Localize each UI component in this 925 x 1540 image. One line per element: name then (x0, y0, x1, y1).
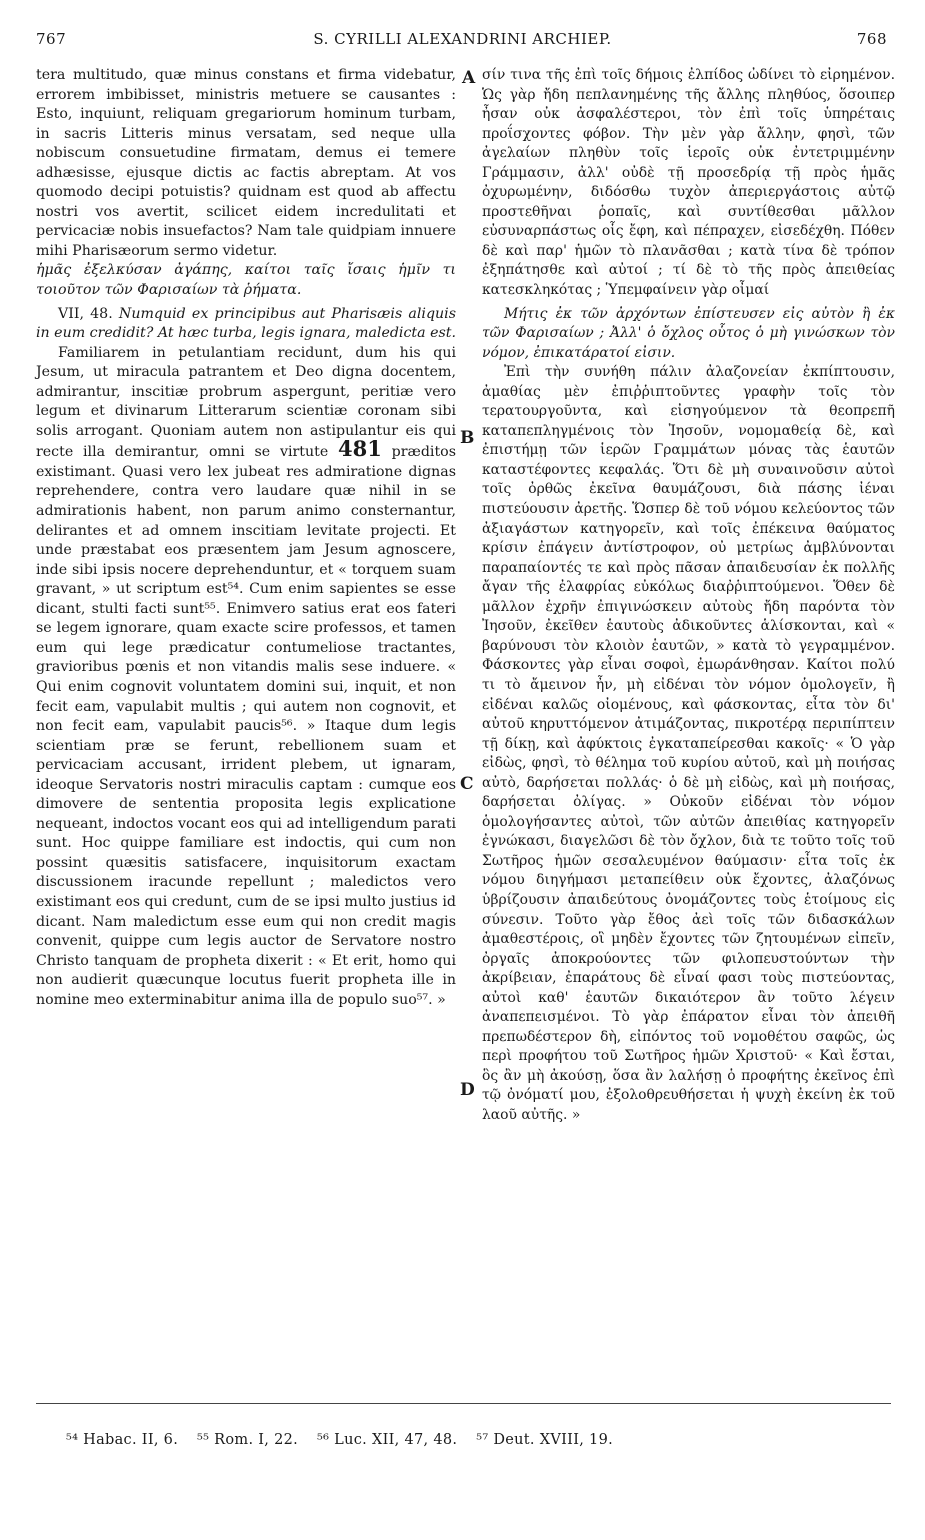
greek-column (482, 66, 895, 1126)
page-number-right: 768 (856, 30, 887, 48)
running-title: S. CYRILLI ALEXANDRINI ARCHIEP. (313, 30, 612, 48)
footnote: ⁵⁴ Habac. II, 6. (66, 1432, 179, 1448)
footnote: ⁵⁷ Deut. XVIII, 19. (476, 1432, 613, 1448)
greek-section-title: Μήτις ἐκ τῶν ἀρχόντων ἐπίστευσεν εἰς αὐτὸν ἢ ἐκ τῶν Φαρισαίων ; Ἀλλ' ὁ ὄχλος οὗτος ὁ μὴ γινώσκων τὸν νόμον, ἐπικατάρατοί εἰσιν. (482, 305, 895, 361)
margin-marker-a: A (462, 68, 476, 88)
footnotes (66, 1432, 627, 1448)
latin-paragraph-2 (36, 344, 456, 1011)
margin-marker-c: C (460, 774, 474, 794)
latin-column (36, 66, 456, 1010)
latin-paragraph-2b: præditos existimant. Quasi vero lex jubeat res admiratione dignas reprehendere, contra vero laudare quæ nihil in se admirationis habent, non parum animo consternantur, delirantes et ad omnem inscitiam levitate projecti. Et unde præstabat eos præsentem jam Jesum agnoscere, inde sibi ipsis nocere deprehenduntur, et « torquem suam gravant, » ut scriptum est⁵⁴. Cum enim sapientes se esse dicant, stulti facti sunt⁵⁵. Enimvero satius erat eos fateri se legem ignorare, quam exacte scire professos, et tamen eum qui lege prædicatur contumeliose tractantes, gravioribus pœnis et non vitandis malis sese induere. « Qui enim cognovit voluntatem domini sui, inquit, et non fecit eam, vapulabit multis ; qui autem non cognovit, et non fecit eam, vapulabit paucis⁵⁶. » Itaque dum legis scientiam præ se ferunt, rebellionem suam et pervicaciam accusant, irrident plebem, ut ignaram, ideoque Servatoris nostri miraculis captam : cumque eos dimovere de sententia proposita legis explicatione nequeant, indoctos vocant eos qui ad intelligendum parati sunt. Hoc quippe familiare est indoctis, qui cum non possint quæsitis satisfacere, inquisitorum exactam discussionem iracunde repellunt ; maledictos vero existimant eos qui credunt, cum de se ipsi multo justius id dicant. Nam maledictum esse eum qui non credit magis convenit, quippe cum legis auctor de Servatore nostro Christo tanquam de propheta dixerit : « Et erit, homo qui non audierit quæcunque locutus fuerit propheta ille in nomine meo exterminabitur anima illa de populo suo⁵⁷. » (36, 444, 456, 1008)
footnote: ⁵⁶ Luc. XII, 47, 48. (317, 1432, 458, 1448)
column-number: 481 (338, 436, 382, 462)
latin-paragraph-1: tera multitudo, quæ minus constans et firma videbatur, errorem imbibisset, ministris metuere se causantes : Esto, inquiunt, reliquam gregariorum hominum turbam, in sacris Litteris minus versatam, sed neque ulla nobiscum consuetudine firmatam, demus ei temere adhæsisse, ejusque dictis ac factis abreptam. At vos quomodo decipi potuistis? quidnam est quod ab affectu nostri vos avertit, scilicet eidem incredulitati et pervicaciæ nobis insuefactos? Nam tale quidpiam innuere mihi Pharisæorum sermo videtur. (36, 67, 456, 259)
footnote-rule (36, 1403, 891, 1404)
footnote: ⁵⁵ Rom. I, 22. (197, 1432, 299, 1448)
page-number-left: 767 (36, 30, 67, 48)
latin-paragraph-2a: Familiarem in petulantiam recidunt, dum his qui Jesum, ut miracula patrantem et Deo digna docentem, admirantur, inscitiæ probrum aspergunt, peritiæ vero legum et divinarum Litterarum scientiæ coronam sibi solis arrogant. Quoniam autem non astipulantur eis qui recte illa demirantur, omni se virtute (36, 344, 456, 461)
latin-greek-line: ἡμᾶς ἐξελκύσαν ἀγάπης, καίτοι ταῖς ἴσαις ἡμῖν τι τοιοῦτον τῶν Φαρισαίων τὰ ῥήματα. (36, 262, 456, 299)
latin-section-title: Numquid ex principibus aut Pharisæis aliquis in eum credidit? At hæc turba, legis ignara, maledicta est. (36, 305, 456, 342)
margin-marker-b: B (460, 428, 475, 448)
section-number: VII, 48. (58, 305, 113, 322)
margin-marker-d: D (460, 1080, 475, 1100)
latin-section-heading (36, 305, 456, 344)
greek-paragraph-1: σίν τινα τῆς ἐπὶ τοῖς δήμοις ἐλπίδος ὠδίνει τὸ εἰρημένον. Ὡς γὰρ ἤδη πεπλανημένης τῆς ἄλλης πληθύος, ὅσοιπερ ἦσαν οὐκ ἀσφαλέστεροι, τὸν ἐπὶ τοῖς ὑπηρέταις προΐσχοντες φόβον. Τὴν μὲν γὰρ ἄλλην, φησὶ, τῶν ἀγελαίων πληθὺν τοῖς ἱεροῖς οὐκ ἐντετριμμένην Γράμμασιν, ἀλλ' οὐδὲ τῇ προσεδρίᾳ τῇ πρὸς ἡμᾶς ὀχυρωμένην, διδόσθω τυχὸν ἀπεριεργάστοις αὐτῷ προστεθῆναι ῥοπαῖς, καὶ συντίθεσθαι μᾶλλον εὐσυναρπάστως οἷς ἔφη, καὶ πέπραχεν, εἰσεδέχθη. Πόθεν δὲ καὶ παρ' ἡμῶν τὸ πλανᾶσθαι ; κατὰ τίνα δὲ τρόπον ἐξηπάτησθε καὶ αὐτοί ; τί δὲ τὸ τῆς πρὸς ἀπειθείας κατεσκληκότας ; Ὑπεμφαίνειν γὰρ οἶμαί (482, 67, 895, 299)
greek-paragraph-2: Ἐπὶ τὴν συνήθη πάλιν ἀλαζονείαν ἐκπίπτουσιν, ἀμαθίας μὲν ἐπιῤῥιπτοῦντες γραφὴν τοῖς τὸν τερατουργοῦντα, καὶ εἰσηγούμενον τὰ θεοπρεπῆ καταπεπληγμένοις τὸν Ἰησοῦν, νομομαθείᾳ δὲ, καὶ ἐπιστήμῃ τῶν ἱερῶν Γραμμάτων μόνας τὰς ἑαυτῶν καταστέφοντες κεφαλάς. Ὅτι δὲ μὴ συναινοῦσιν αὐτοὶ τοῖς ὀρθῶς ἐκεῖνα θαυμάζουσι, διὰ πάσης ἰέναι πιστεύουσιν ἀρετῆς. Ὥσπερ δὲ τοῦ νόμου κελεύοντος τῶν ἀξιαγάστων κατηγορεῖν, καὶ τοῖς ἐπέκεινα θαύματος κρίσιν ἐπάγειν ἀντίστροφον, οὐ μετρίως ἀμβλύνονται παραπαίοντές τε καὶ πρὸς πᾶσαν ἀπαιδευσίαν ἐκ πολλῆς ἄγαν τῆς ἐλαφρίας εὐκόλως διαῤῥιπτούμενοι. Ὅθεν δὲ μᾶλλον ἐχρῆν ἐπιγινώσκειν αὐτοὺς ἤδη παρόντα τὸν Ἰησοῦν, ἐκεῖθεν ἑαυτοὺς ἀδικοῦντες ἁλίσκονται, καὶ « βαρύνουσι τὸν κλοιὸν ἑαυτῶν, » κατὰ τὸ γεγραμμένον. Φάσκοντες γὰρ εἶναι σοφοὶ, ἐμωράνθησαν. Καίτοι πολύ τι τὸ ἄμεινον ἦν, μὴ εἰδέναι τὸν νόμον ὁμολογεῖν, ἢ εἰδέναι καλῶς οἰομένους, καὶ φάσκοντας, εἶτα τὸν δι' αὐτοῦ κηρυττόμενον ἀτιμάζοντας, πικροτέρᾳ περιπίπτειν τῇ δίκῃ, καὶ ἀφύκτοις ἐγκαταπείρεσθαι κακοῖς· « Ὁ γὰρ εἰδὼς, φησὶ, τὸ θέλημα τοῦ κυρίου αὐτοῦ, καὶ μὴ ποιήσας αὐτὸ, δαρήσεται πολλάς· ὁ δὲ μὴ εἰδὼς, καὶ μὴ ποιήσας, δαρήσεται ὀλίγας. » Οὐκοῦν εἰδέναι τὸν νόμον ὁμολογήσαντες αὐτοὶ, τῶν αὐτῶν ἀπειθίας κατηγορεῖν ἐγνώκασι, διαγελῶσι δὲ τὸν ὄχλον, διὰ τε τοῦτο τοῖς τοῦ Σωτῆρος ἡμῶν σεσαλευμένον θαύμασιν· εἶτα τοῖς ἐκ νόμου διηγήμασι μεταπείθειν οὐκ ἔχοντες, ἀλαζόνως ὑβρίζουσιν ἀπαιδεύτους ὀνομάζοντες τοὺς ἑτοίμους εἰς σύνεσιν. Τοῦτο γὰρ ἔθος ἀεὶ τοῖς τῶν διδασκάλων ἀμαθεστέροις, οἳ μηδὲν ἔχοντες τῶν ζητουμένων εἰπεῖν, ὀργαῖς ἀποκρούοντες τῶν φιλοπευστούντων τὴν ἀκρίβειαν, ἐπαράτους δὲ εἶναί φασι τοὺς πιστεύοντας, αὐτοὶ καθ' ἑαυτῶν δικαιότερον ἂν τοῦτο λέγειν ἀναπεπεισμένοι. Τὸ γὰρ ἐπάρατον εἶναι τὸν ἀπειθῆ πρεπωδέστερον δὴ, εἰπόντος τοῦ νομοθέτου σαφῶς, ὡς περὶ προφήτου τοῦ Σωτῆρος ἡμῶν Χριστοῦ· « Καὶ ἔσται, ὃς ἂν μὴ ἀκούσῃ, ὅσα ἂν λαλήσῃ ὁ προφήτης ἐκεῖνος ἐπὶ τῷ ὀνόματί μου, ἐξολοθρευθήσεται ἡ ψυχὴ ἐκείνη ἐκ τοῦ λαοῦ αὐτῆς. » (482, 364, 895, 1123)
